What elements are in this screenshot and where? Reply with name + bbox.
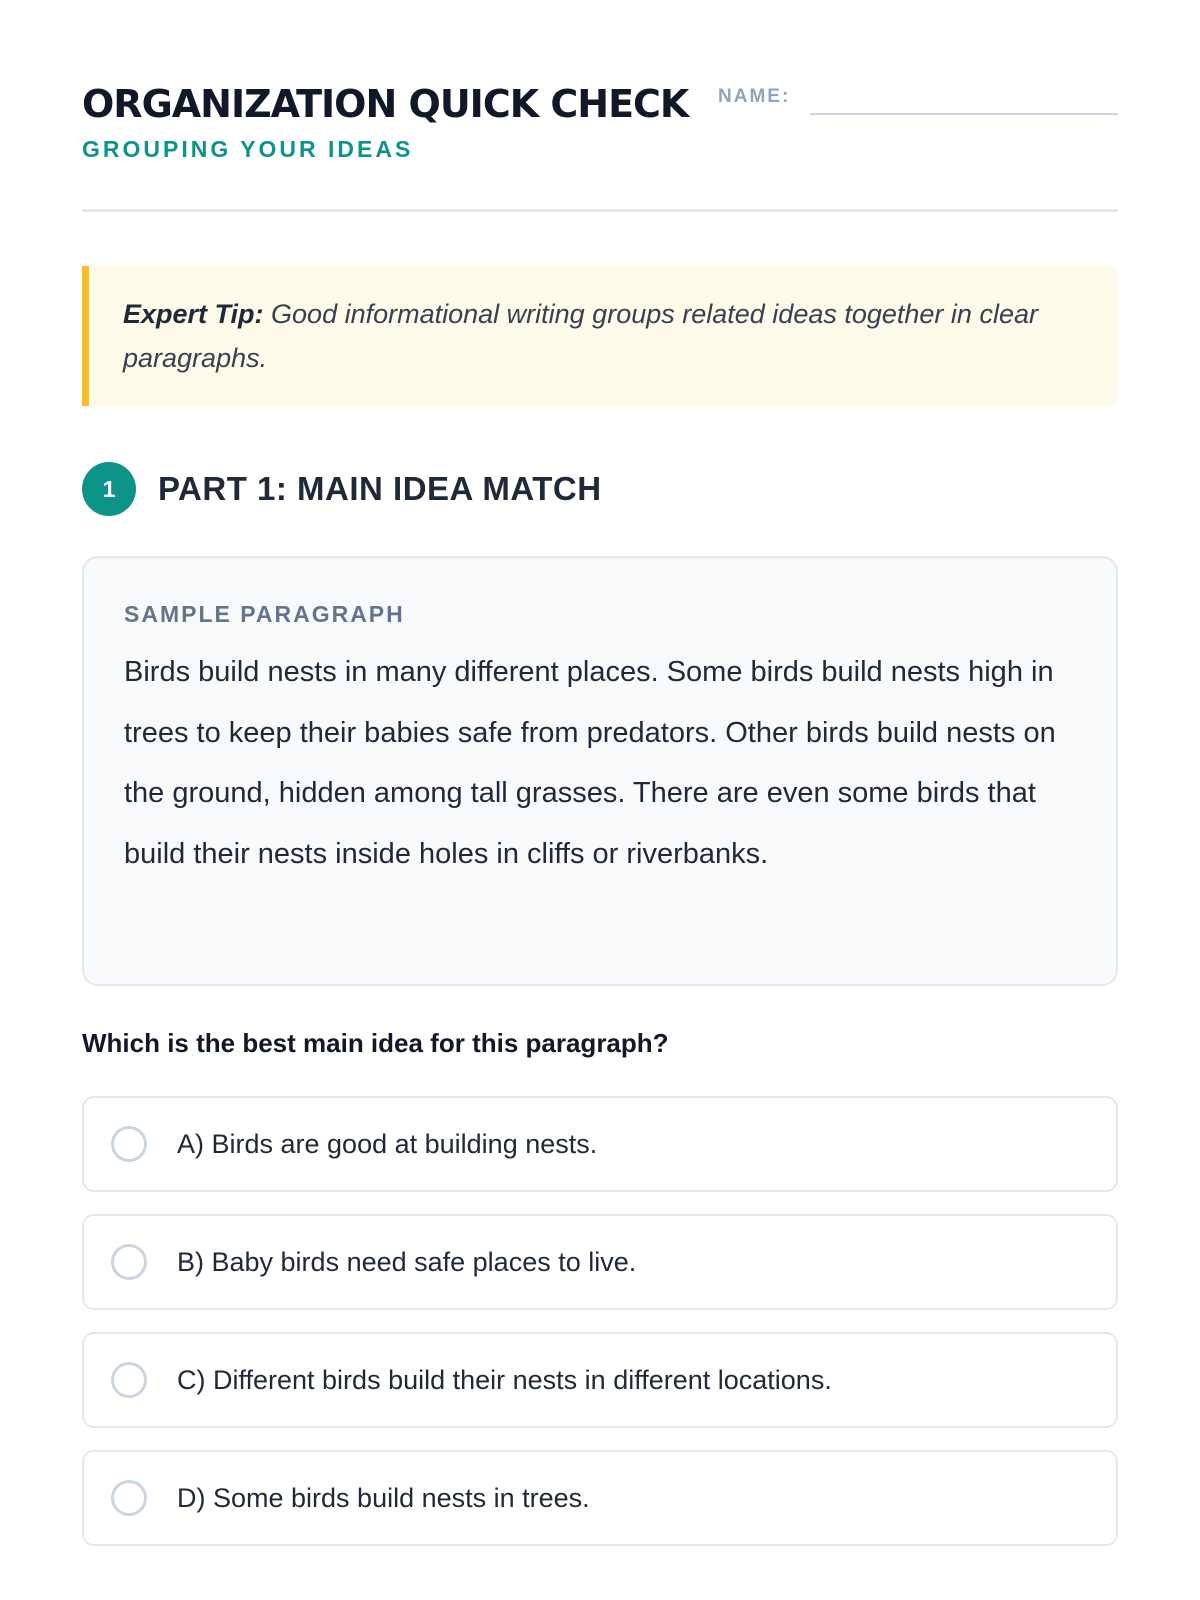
radio-button-icon[interactable] [111, 1244, 147, 1280]
question-prompt: Which is the best main idea for this paragraph? [82, 1028, 669, 1058]
worksheet-title: ORGANIZATION QUICK CHECK [82, 82, 689, 126]
section-heading [82, 462, 602, 516]
sample-paragraph-text: Birds build nests in many different places. Some birds build nests high in trees to keep their babies safe from predators. Other birds build nests on the ground, hidden among tall grasses. There are even some birds that build their nests inside holes in cliffs or riverbanks. [124, 656, 1056, 870]
answer-option-c[interactable] [82, 1332, 1118, 1428]
answer-option-d[interactable] [82, 1450, 1118, 1546]
answer-option-label: A) Birds are good at building nests. [177, 1128, 598, 1159]
worksheet-subtitle: GROUPING YOUR IDEAS [82, 136, 414, 162]
answer-option-label: D) Some birds build nests in trees. [177, 1482, 590, 1513]
radio-button-icon[interactable] [111, 1480, 147, 1516]
answer-option-a[interactable] [82, 1096, 1118, 1192]
answer-option-label: B) Baby birds need safe places to live. [177, 1246, 637, 1277]
section-title: PART 1: MAIN IDEA MATCH [158, 470, 602, 507]
name-label: NAME: [718, 86, 791, 107]
answer-options [82, 1096, 1118, 1568]
answer-option-b[interactable] [82, 1214, 1118, 1310]
expert-tip-label: Expert Tip: [123, 299, 264, 329]
radio-button-icon[interactable] [111, 1126, 147, 1162]
sample-paragraph-label: SAMPLE PARAGRAPH [124, 601, 405, 627]
answer-option-label: C) Different birds build their nests in different locations. [177, 1364, 832, 1395]
section-number-badge: 1 [82, 462, 136, 516]
worksheet-header [82, 0, 1118, 212]
expert-tip-text: Good informational writing groups related ideas together in clear paragraphs. [123, 299, 1038, 373]
name-field[interactable] [810, 113, 1118, 115]
expert-tip-callout [82, 266, 1118, 406]
radio-button-icon[interactable] [111, 1362, 147, 1398]
sample-paragraph-card [82, 556, 1118, 986]
